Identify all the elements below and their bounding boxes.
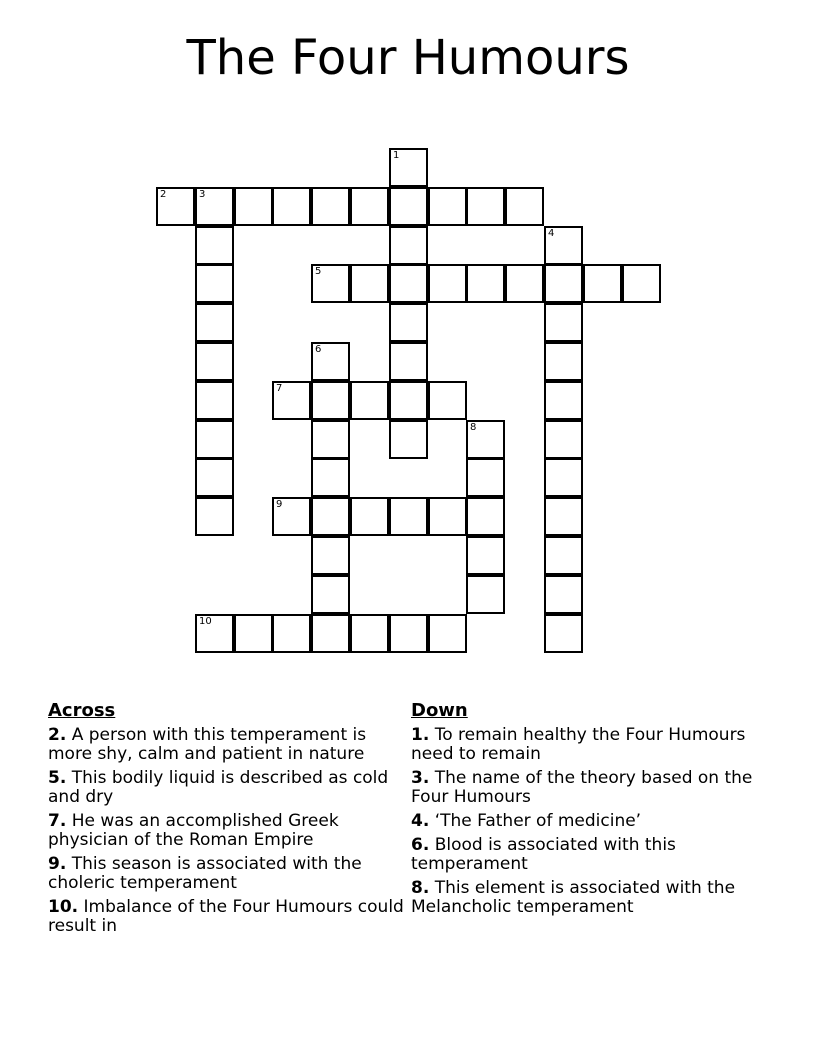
grid-cell[interactable]	[544, 381, 583, 420]
clue-number: 1.	[411, 725, 430, 745]
grid-cell[interactable]	[544, 264, 583, 303]
clue-number: 8.	[411, 878, 430, 898]
grid-cell[interactable]	[195, 420, 234, 459]
grid-cell[interactable]	[544, 614, 583, 653]
grid-cell[interactable]	[195, 342, 234, 381]
clue-text: This season is associated with the choleric temperament	[48, 854, 362, 893]
grid-cell[interactable]	[466, 575, 505, 614]
grid-cell[interactable]	[544, 497, 583, 536]
page-title: The Four Humours	[186, 30, 630, 86]
grid-cell[interactable]	[505, 187, 544, 226]
clue-down-4	[411, 812, 771, 831]
grid-cell[interactable]	[389, 342, 428, 381]
grid-cell[interactable]	[428, 381, 467, 420]
grid-cell[interactable]	[350, 614, 389, 653]
clue-across-10	[48, 898, 408, 936]
grid-cell[interactable]	[544, 575, 583, 614]
clue-across-2	[48, 726, 408, 764]
grid-cell[interactable]	[428, 614, 467, 653]
grid-cell[interactable]	[311, 497, 350, 536]
grid-cell[interactable]	[156, 187, 195, 226]
grid-cell[interactable]	[389, 226, 428, 265]
grid-cell[interactable]	[622, 264, 661, 303]
grid-cell[interactable]	[311, 536, 350, 575]
clue-number: 9.	[48, 854, 67, 874]
grid-cell[interactable]	[350, 381, 389, 420]
grid-cell[interactable]	[544, 458, 583, 497]
grid-cell[interactable]	[466, 458, 505, 497]
grid-cell[interactable]	[466, 420, 505, 459]
clue-text: This bodily liquid is described as cold and dry	[48, 768, 389, 807]
clue-number: 7.	[48, 811, 67, 831]
grid-cell[interactable]	[389, 381, 428, 420]
grid-cell[interactable]	[195, 458, 234, 497]
grid-cell[interactable]	[234, 187, 273, 226]
across-heading: Across	[48, 700, 116, 721]
clue-down-1	[411, 726, 771, 764]
clue-number: 5.	[48, 768, 67, 788]
grid-cell[interactable]	[195, 226, 234, 265]
grid-cell[interactable]	[544, 342, 583, 381]
clue-text: ‘The Father of medicine’	[429, 811, 642, 831]
grid-cell[interactable]	[272, 381, 311, 420]
cell-number: 4	[548, 228, 555, 239]
clue-down-8	[411, 879, 771, 917]
grid-cell[interactable]	[195, 614, 234, 653]
grid-cell[interactable]	[389, 148, 428, 187]
grid-cell[interactable]	[350, 187, 389, 226]
grid-cell[interactable]	[195, 497, 234, 536]
clue-number: 6.	[411, 835, 430, 855]
clue-across-7	[48, 812, 408, 850]
grid-cell[interactable]	[389, 497, 428, 536]
clue-across-9	[48, 855, 408, 893]
grid-cell[interactable]	[272, 187, 311, 226]
clue-number: 4.	[411, 811, 430, 831]
grid-cell[interactable]	[195, 303, 234, 342]
clue-text: The name of the theory based on the Four Humours	[411, 768, 753, 807]
grid-cell[interactable]	[311, 187, 350, 226]
grid-cell[interactable]	[195, 187, 234, 226]
grid-cell[interactable]	[428, 497, 467, 536]
grid-cell[interactable]	[544, 303, 583, 342]
cell-number: 5	[315, 266, 322, 277]
grid-cell[interactable]	[311, 575, 350, 614]
down-clues	[411, 700, 771, 922]
grid-cell[interactable]	[583, 264, 622, 303]
clue-text: To remain healthy the Four Humours need to remain	[411, 725, 746, 764]
cell-number: 8	[470, 422, 477, 433]
clue-number: 10.	[48, 897, 79, 917]
grid-cell[interactable]	[234, 614, 273, 653]
cell-number: 7	[276, 383, 283, 394]
grid-cell[interactable]	[311, 381, 350, 420]
clue-across-5	[48, 769, 408, 807]
cell-number: 10	[199, 616, 212, 627]
across-clues	[48, 700, 408, 941]
grid-cell[interactable]	[544, 226, 583, 265]
cell-number: 3	[199, 189, 206, 200]
grid-cell[interactable]	[272, 614, 311, 653]
grid-cell[interactable]	[466, 264, 505, 303]
grid-cell[interactable]	[350, 497, 389, 536]
clue-text: He was an accomplished Greek physician of the Roman Empire	[48, 811, 339, 850]
grid-cell[interactable]	[466, 187, 505, 226]
grid-cell[interactable]	[195, 381, 234, 420]
grid-cell[interactable]	[544, 536, 583, 575]
grid-cell[interactable]	[272, 497, 311, 536]
grid-cell[interactable]	[311, 458, 350, 497]
clue-down-3	[411, 769, 771, 807]
grid-cell[interactable]	[389, 264, 428, 303]
cell-number: 2	[160, 189, 167, 200]
grid-cell[interactable]	[428, 264, 467, 303]
clue-down-6	[411, 836, 771, 874]
grid-cell[interactable]	[389, 303, 428, 342]
grid-cell[interactable]	[544, 420, 583, 459]
cell-number: 1	[393, 150, 400, 161]
grid-cell[interactable]	[311, 614, 350, 653]
clue-number: 2.	[48, 725, 67, 745]
clue-text: This element is associated with the Melancholic temperament	[411, 878, 736, 917]
grid-cell[interactable]	[428, 187, 467, 226]
grid-cell[interactable]	[389, 420, 428, 459]
clue-text: Imbalance of the Four Humours could result in	[48, 897, 404, 936]
clue-number: 3.	[411, 768, 430, 788]
grid-cell[interactable]	[350, 264, 389, 303]
grid-cell[interactable]	[311, 420, 350, 459]
grid-cell[interactable]	[466, 497, 505, 536]
clue-text: Blood is associated with this temperament	[411, 835, 676, 874]
cell-number: 9	[276, 499, 283, 510]
grid-cell[interactable]	[466, 536, 505, 575]
cell-number: 6	[315, 344, 322, 355]
clue-text: A person with this temperament is more shy, calm and patient in nature	[48, 725, 367, 764]
grid-cell[interactable]	[389, 614, 428, 653]
down-heading: Down	[411, 700, 468, 721]
grid-cell[interactable]	[389, 187, 428, 226]
grid-cell[interactable]	[195, 264, 234, 303]
grid-cell[interactable]	[311, 264, 350, 303]
grid-cell[interactable]	[505, 264, 544, 303]
grid-cell[interactable]	[311, 342, 350, 381]
